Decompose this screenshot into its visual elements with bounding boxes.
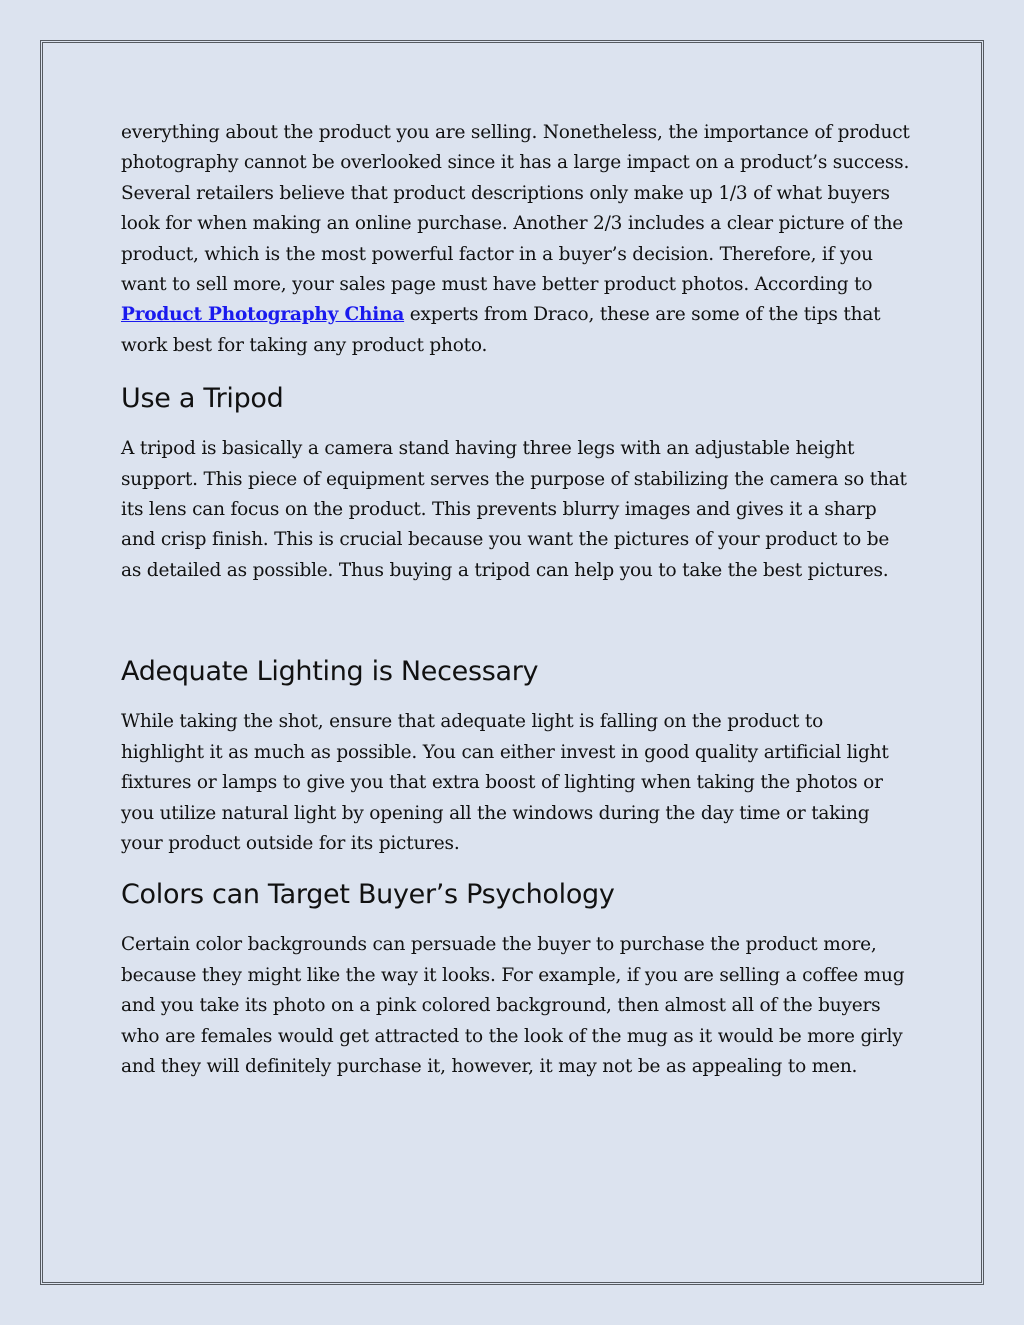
section-paragraph-tripod: A tripod is basically a camera stand having three legs with an adjustable height support. This piece of equipment serves the purpose of stabilizing the camera so that its lens can focus on the product. This prevents blurry images and gives it a sharp and crisp finish. This is crucial because you want the pictures of your product to be as detailed as possible. Thus buying a tripod can help you to take the best pictures. xyxy=(121,438,907,581)
document-body xyxy=(121,118,911,1082)
intro-paragraph xyxy=(121,118,911,361)
section-heading-colors: Colors can Target Buyer’s Psychology xyxy=(121,879,615,911)
section-heading-lighting: Adequate Lighting is Necessary xyxy=(121,656,539,688)
product-photography-china-link[interactable]: Product Photography China xyxy=(121,304,405,326)
section-paragraph-colors: Certain color backgrounds can persuade the buyer to purchase the product more, because they might like the way it looks. For example, if you are selling a coffee mug and you take its photo on a pink colored background, then almost all of the buyers who are females would get attracted to the look of the mug as it would be more girly and they will definitely purchase it, however, it may not be as appealing to men. xyxy=(121,934,905,1077)
section-heading-tripod: Use a Tripod xyxy=(121,383,284,415)
intro-text-after-link: experts from Draco, these are some of the tips that work best for taking any product photo. xyxy=(121,304,881,356)
section-paragraph-lighting: While taking the shot, ensure that adequate light is falling on the product to highlight it as much as possible. You can either invest in good quality artificial light fixtures or lamps to give you that extra boost of lighting when taking the photos or you utilize natural light by opening all the windows during the day time or taking your product outside for its pictures. xyxy=(121,711,889,854)
intro-text-before-link: everything about the product you are selling. Nonetheless, the importance of product photography cannot be overlooked since it has a large impact on a product’s success. Several retailers believe that product descriptions only make up 1/3 of what buyers look for when making an online purchase. Another 2/3 includes a clear picture of the product, which is the most powerful factor in a buyer’s decision. Therefore, if you want to sell more, your sales page must have better product photos. According to xyxy=(121,122,910,296)
